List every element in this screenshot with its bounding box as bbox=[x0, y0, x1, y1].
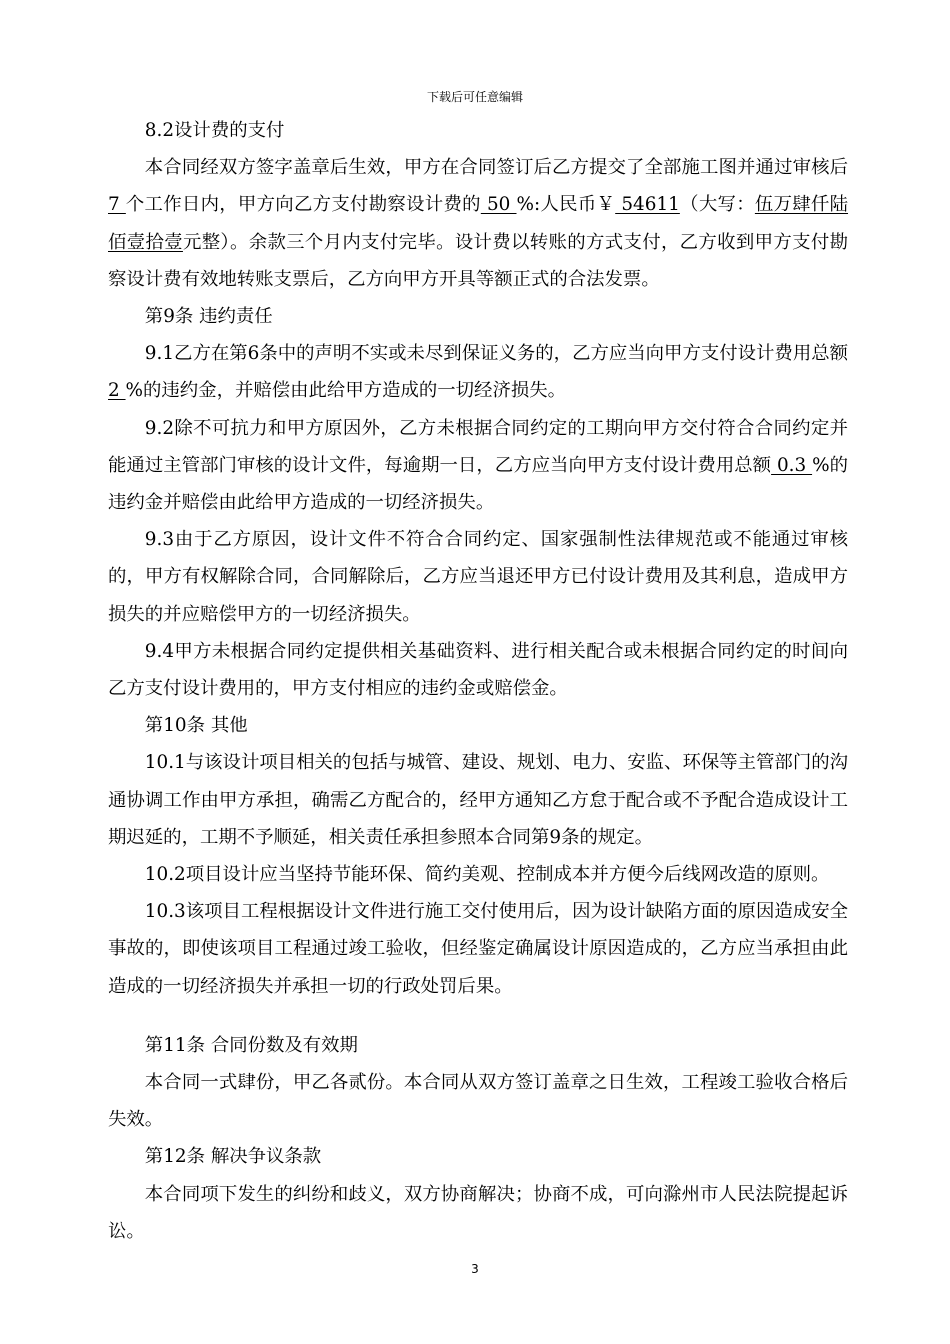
paragraph-8-2 bbox=[108, 149, 848, 298]
paragraph-10-2: 10.2项目设计应当坚持节能环保、简约美观、控制成本并方便今后线网改造的原则。 bbox=[144, 864, 830, 886]
text-run: 元整）。余款三个月内支付完毕。设计费以转账的方式支付，乙方收到甲方支付勘察设计费有效地转账支票后，乙方向甲方开具等额正式的合法发票。 bbox=[108, 231, 848, 290]
paragraph-10-1: 10.1与该设计项目相关的包括与城管、建设、规划、电力、安监、环保等主管部门的沟通协调工作由甲方承担，确需乙方配合的，经甲方通知乙方怠于配合或不予配合造成设计工期迟延的，工期不予顺延，相关责任承担参照本合同第9条的规定。 bbox=[108, 752, 848, 848]
text-run: %的违约金，并赔偿由此给甲方造成的一切经济损失。 bbox=[125, 380, 567, 402]
paragraph-11: 本合同一式肆份，甲乙各贰份。本合同从双方签订盖章之日生效，工程竣工验收合格后失效。 bbox=[108, 1072, 848, 1131]
penalty-percent: 2 bbox=[108, 380, 126, 402]
article-11-title: 第11条 合同份数及有效期 bbox=[144, 1034, 358, 1056]
paragraph-12: 本合同项下发生的纠纷和歧义，双方协商解决；协商不成，可向滁州市人民法院提起诉讼。 bbox=[108, 1183, 848, 1242]
text-run: 9.2除不可抗力和甲方原因外，乙方未根据合同约定的工期向甲方交付符合合同约定并能通过主管部门审核的设计文件，每逾期一日，乙方应当向甲方支付设计费用总额 bbox=[108, 417, 848, 476]
text-run: 9.1乙方在第6条中的声明不实或未尽到保证义务的，乙方应当向甲方支付设计费用总额 bbox=[144, 343, 848, 365]
page-number: 3 bbox=[471, 1262, 479, 1276]
paragraph-9-4: 9.4甲方未根据合同约定提供相关基础资料、进行相关配合或未根据合同约定的时间向乙方支付设计费用的，甲方支付相应的违约金或赔偿金。 bbox=[108, 640, 848, 700]
text-run: （大写： bbox=[679, 194, 755, 216]
article-10-title: 第10条 其他 bbox=[144, 715, 248, 737]
article-12-title: 第12条 解决争议条款 bbox=[144, 1146, 322, 1168]
spacer bbox=[108, 1005, 848, 1027]
text-run: 本合同经双方签字盖章后生效，甲方在合同签订后乙方提交了全部施工图并通过审核后 bbox=[144, 157, 848, 179]
amount-uppercase: 伍万肆仟陆佰壹拾壹 bbox=[108, 194, 849, 253]
amount-value: 54611 bbox=[615, 194, 680, 216]
paragraph-9-2 bbox=[108, 410, 848, 522]
text-run: %的违约金并赔偿由此给甲方造成的一切经济损失。 bbox=[108, 454, 848, 514]
page-header: 下载后可任意编辑 bbox=[426, 90, 523, 104]
paragraph-9-3: 9.3由于乙方原因，设计文件不符合合同约定、国家强制性法律规范或不能通过审核的，甲方有权解除合同，合同解除后，乙方应当退还甲方已付设计费用及其利息，造成甲方损失的并应赔偿甲方的一切经济损失。 bbox=[108, 529, 848, 625]
article-9-title: 第9条 违约责任 bbox=[144, 306, 273, 328]
document-body bbox=[108, 112, 848, 1250]
percent-value: 50 bbox=[480, 194, 517, 216]
section-heading-8-2: 8.2设计费的支付 bbox=[144, 120, 285, 141]
days-value: 7 bbox=[108, 194, 126, 216]
paragraph-9-1 bbox=[108, 335, 848, 409]
paragraph-10-3: 10.3该项目工程根据设计文件进行施工交付使用后，因为设计缺陷方面的原因造成安全事故的，即使该项目工程通过竣工验收，但经鉴定确属设计原因造成的，乙方应当承担由此造成的一切经济损失并承担一切的行政处罚后果。 bbox=[108, 901, 848, 997]
text-run: %:人民币￥ bbox=[516, 194, 616, 216]
daily-penalty-percent: 0.3 bbox=[771, 454, 813, 476]
text-run: 个工作日内，甲方向乙方支付勘察设计费的 bbox=[125, 194, 481, 216]
